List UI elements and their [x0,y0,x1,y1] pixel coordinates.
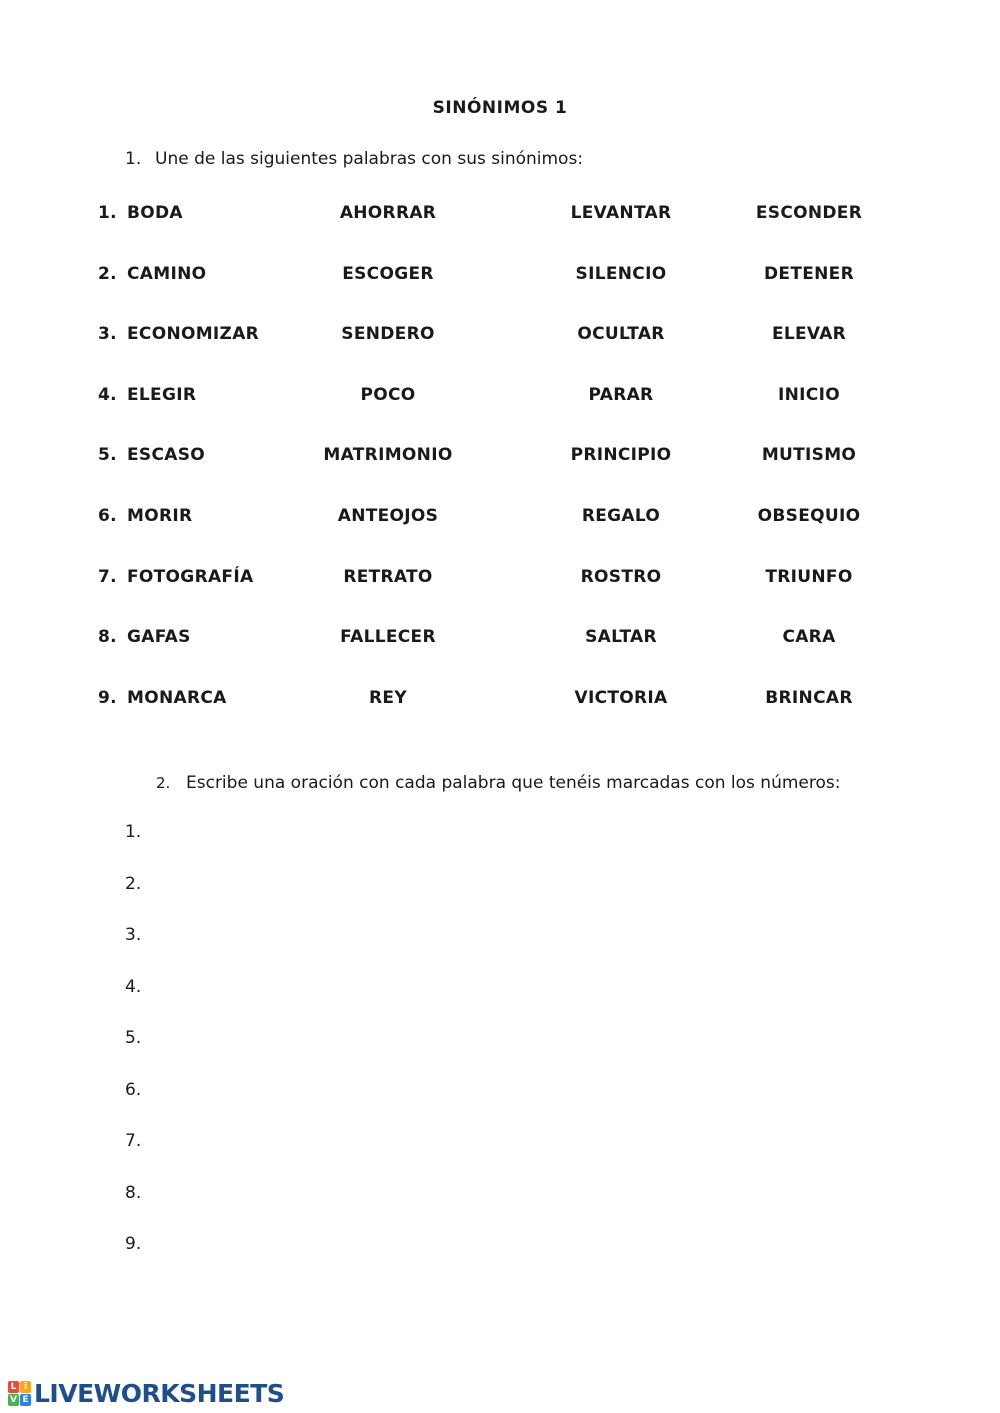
word-number: 4. [98,384,117,405]
word-row [98,617,898,678]
word-row [98,254,898,315]
target-word-cell [98,385,196,405]
synonym-option: SILENCIO [575,263,667,284]
target-word-cell [98,264,206,284]
synonym-option: SALTAR [585,627,657,648]
synonym-option: AHORRAR [339,203,437,223]
sentence-answer-list [125,822,141,1286]
answer-line-number: 1. [125,822,142,842]
synonym-word-table [98,193,898,738]
synonym-option: ESCOGER [342,263,434,284]
target-word: GAFAS [127,627,191,648]
target-word: FOTOGRAFÍA [127,566,254,587]
exercise-1-number: 1. [125,149,142,169]
word-row [98,557,898,618]
exercise-1-instruction [125,149,583,169]
target-word-cell [98,203,183,223]
target-word: BODA [127,203,183,223]
target-word: CAMINO [127,263,207,284]
liveworksheets-logo-text: LIVEWORKSHEETS [34,1379,285,1408]
synonym-option: ELEVAR [771,324,847,345]
target-word: ESCASO [127,445,205,466]
page-title: SINÓNIMOS 1 [432,98,568,118]
synonym-option: BRINCAR [765,687,853,708]
synonym-option: POCO [360,384,416,405]
word-row [98,193,898,254]
synonym-option: REGALO [581,505,661,526]
answer-line-number: 9. [125,1234,142,1254]
target-word: ECONOMIZAR [127,324,260,345]
synonym-option: MATRIMONIO [323,445,453,466]
answer-line-number: 6. [125,1079,142,1100]
target-word-cell [98,567,253,587]
synonym-option: PARAR [588,384,654,405]
answer-line-number: 2. [125,873,142,894]
word-row [98,375,898,436]
word-row [98,678,898,739]
target-word-cell [98,324,259,344]
target-word: MORIR [127,505,193,526]
synonym-option: FALLECER [340,627,436,648]
logo-mark-tile: E [20,1394,31,1406]
target-word-cell [98,627,191,647]
synonym-option: VICTORIA [574,687,668,708]
answer-line-number: 5. [125,1028,142,1048]
synonym-option: CARA [782,627,836,648]
word-row [98,496,898,557]
synonym-option: INICIO [778,384,840,405]
exercise-2-text: Escribe una oración con cada palabra que tenéis marcadas con los números: [186,773,841,793]
logo-mark-tile: i [20,1381,31,1393]
liveworksheets-logo [8,1379,284,1408]
word-number: 5. [98,445,117,466]
word-row [98,435,898,496]
synonym-option: ANTEOJOS [337,505,439,526]
exercise-2-number: 2. [156,774,171,792]
synonym-option: OCULTAR [577,324,665,345]
target-word-cell [98,688,227,708]
synonym-option: PRINCIPIO [570,445,672,466]
synonym-option: ESCONDER [755,203,863,223]
word-row [98,314,898,375]
target-word-cell [98,445,205,465]
word-number: 6. [98,505,117,526]
answer-line-number: 4. [125,976,142,997]
exercise-2-instruction [156,773,840,793]
logo-mark-tile: L [8,1381,19,1393]
word-number: 9. [98,687,117,708]
word-number: 1. [98,203,117,223]
exercise-1-text: Une de las siguientes palabras con sus sinónimos: [155,149,584,169]
answer-line-number: 8. [125,1182,142,1203]
target-word: MONARCA [127,687,227,708]
liveworksheets-logo-icon [8,1381,31,1406]
synonym-option: REY [369,687,407,708]
word-number: 7. [98,566,117,587]
logo-mark-tile: V [8,1394,19,1406]
word-number: 3. [98,324,117,345]
target-word: ELEGIR [127,384,197,405]
answer-line-number: 7. [125,1131,142,1151]
synonym-option: RETRATO [343,566,433,587]
target-word-cell [98,506,192,526]
synonym-option: TRIUNFO [765,566,853,587]
synonym-option: LEVANTAR [570,203,672,223]
synonym-option: ROSTRO [580,566,662,587]
word-number: 8. [98,627,117,648]
synonym-option: OBSEQUIO [757,505,861,526]
synonym-option: MUTISMO [761,445,857,466]
answer-line-number: 3. [125,925,142,945]
word-number: 2. [98,263,117,284]
synonym-option: SENDERO [341,324,435,345]
synonym-option: DETENER [764,263,854,284]
